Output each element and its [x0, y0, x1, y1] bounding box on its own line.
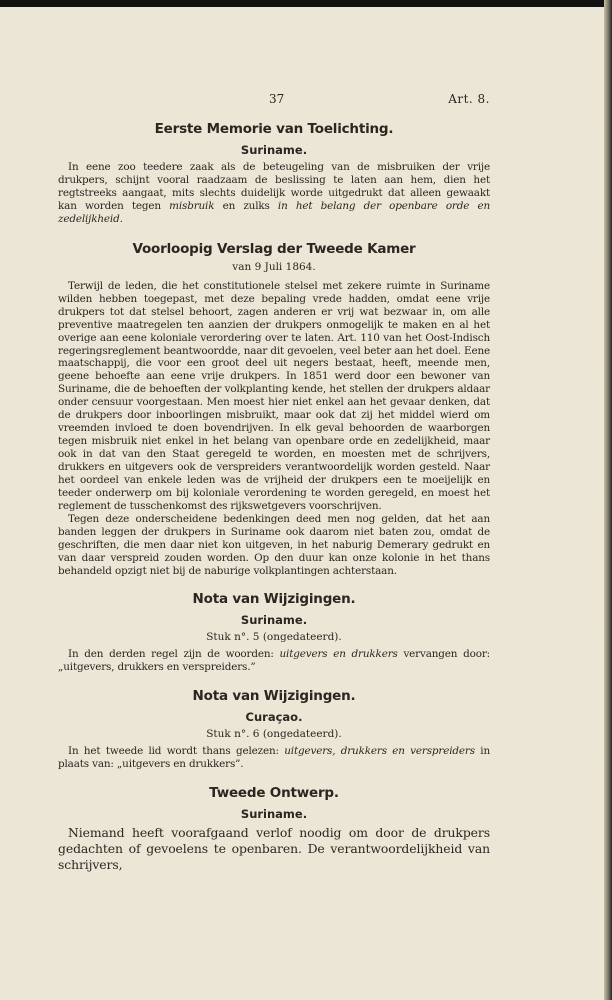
paragraph-verslag-2: Tegen deze onderscheidene bedenkingen deed men nog gelden, dat het aan banden leggen der drukpers in Suriname ook daarom niet baten zou, omdat de geschriften, die men daar niet kon uitgeven, in het naburig Demerary gedrukt en van daar verspreid zouden worden. Op den duur kan onze kolonie in het thans behandeld opzigt niet bij de naburige volkplantingen achterstaan. — [58, 512, 490, 577]
page-edge-shadow — [604, 0, 612, 1000]
paragraph-text: in plaats van: „uitgevers en drukkers”. — [58, 744, 490, 770]
section-title-tweede-ontwerp: Tweede Ontwerp. — [209, 784, 339, 801]
document-reference: Stuk n°. 6 (ongedateerd). — [206, 727, 342, 740]
document-page — [58, 92, 490, 873]
section-subtitle-suriname: Suriname. — [240, 612, 308, 627]
paragraph-text: In het tweede lid wordt thans gelezen: — [68, 744, 285, 757]
paragraph-text: In den derden regel zijn de woorden: — [68, 647, 280, 660]
section-title-eerste-memorie: Eerste Memorie van Toelichting. — [154, 121, 394, 137]
paragraph-memorie — [58, 161, 490, 226]
section-title-nota-curacao: Nota van Wijzigingen. — [192, 687, 356, 704]
section-subtitle-curacao: Curaçao. — [245, 709, 303, 724]
section-subtitle-suriname: Suriname. — [240, 806, 308, 821]
paragraph-nota-curacao — [58, 745, 490, 771]
document-reference: Stuk n°. 5 (ongedateerd). — [206, 630, 342, 643]
paragraph-tweede-ontwerp: Niemand heeft voorafgaand verlof noodig om door de drukpers gedachten of gevoelens te openbaren. De verantwoordelijkheid van schrijvers, — [58, 824, 490, 872]
section-title-voorloopig-verslag: Voorloopig Verslag der Tweede Kamer — [132, 240, 416, 257]
paragraph-text: In eene zoo teedere zaak als de beteugeling van de misbruiken der vrije drukpers, schijnt vooral raadzaam de beslissing te laten aan hem, dien het regtstreeks aangaat, mits slechts duidelijk worde uitgedrukt dat alleen gewaakt kan worden tegen — [58, 161, 490, 212]
section-date: van 9 Juli 1864. — [232, 260, 316, 273]
article-reference: Art. 8. — [448, 92, 490, 106]
italic-phrase: misbruik — [169, 199, 215, 212]
page-number: 37 — [269, 92, 285, 106]
paragraph-text: en zulks — [214, 199, 278, 212]
running-header — [58, 92, 490, 112]
italic-phrase: in het belang der openbare orde en zedelijkheid. — [58, 199, 490, 225]
section-title-nota-suriname: Nota van Wijzigingen. — [192, 590, 356, 607]
scan-top-border — [0, 0, 612, 7]
paragraph-verslag-1: Terwijl de leden, die het constitutionele stelsel met zekere ruimte in Suriname wilden hebben toegepast, met deze bepaling vrede hadden, omdat eene vrije drukpers tot dat stelsel behoort, zagen anderen er vrij wat bezwaar in, om alle preventive maatregelen ten aanzien der drukpers onmogelijk te maken en al het overige aan eene koloniale verordering over te laten. Art. 110 van het Oost-Indisch regeringsreglement beantwoordde, naar dit gevoelen, veel beter aan het doel. Eene maatschappij, die voor een groot deel uit negers bestaat, heeft, meende men, geene behoefte aan eene vrije drukpers. In 1851 werd door een bewoner van Suriname, die de behoeften der volkplanting kende, het stellen der drukpers aldaar onder censuur voorgestaan. Men moest hier niet enkel aan het gevaar denken, dat de drukpers door inboorlingen misbruikt, maar ook dat zij het middel wierd om vreemden invloed te doen bovendrijven. In elk geval behoorden de waarborgen tegen misbruik niet enkel in het belang van openbare orde en zedelijkheid, maar ook in dat van den Staat geregeld te worden, en moesten met de schrijvers, drukkers en uitgevers ook de verspreiders verantwoordelijk worden gesteld. Naar het oordeel van enkele leden was de vrijheid der drukpers een te moeijelijk en teeder onderwerp om bij koloniale verordening te worden geregeld, en moest het reglement de tusschenkomst des rijkswetgevers voorschrijven. — [58, 279, 490, 512]
section-subtitle-suriname: Suriname. — [240, 143, 308, 157]
italic-phrase: uitgevers en drukkers — [279, 647, 398, 660]
paragraph-text: vervangen door: „uitgevers, drukkers en verspreiders.” — [58, 647, 490, 673]
italic-phrase: uitgevers, drukkers en verspreiders — [284, 744, 475, 757]
paragraph-nota-suriname — [58, 648, 490, 674]
